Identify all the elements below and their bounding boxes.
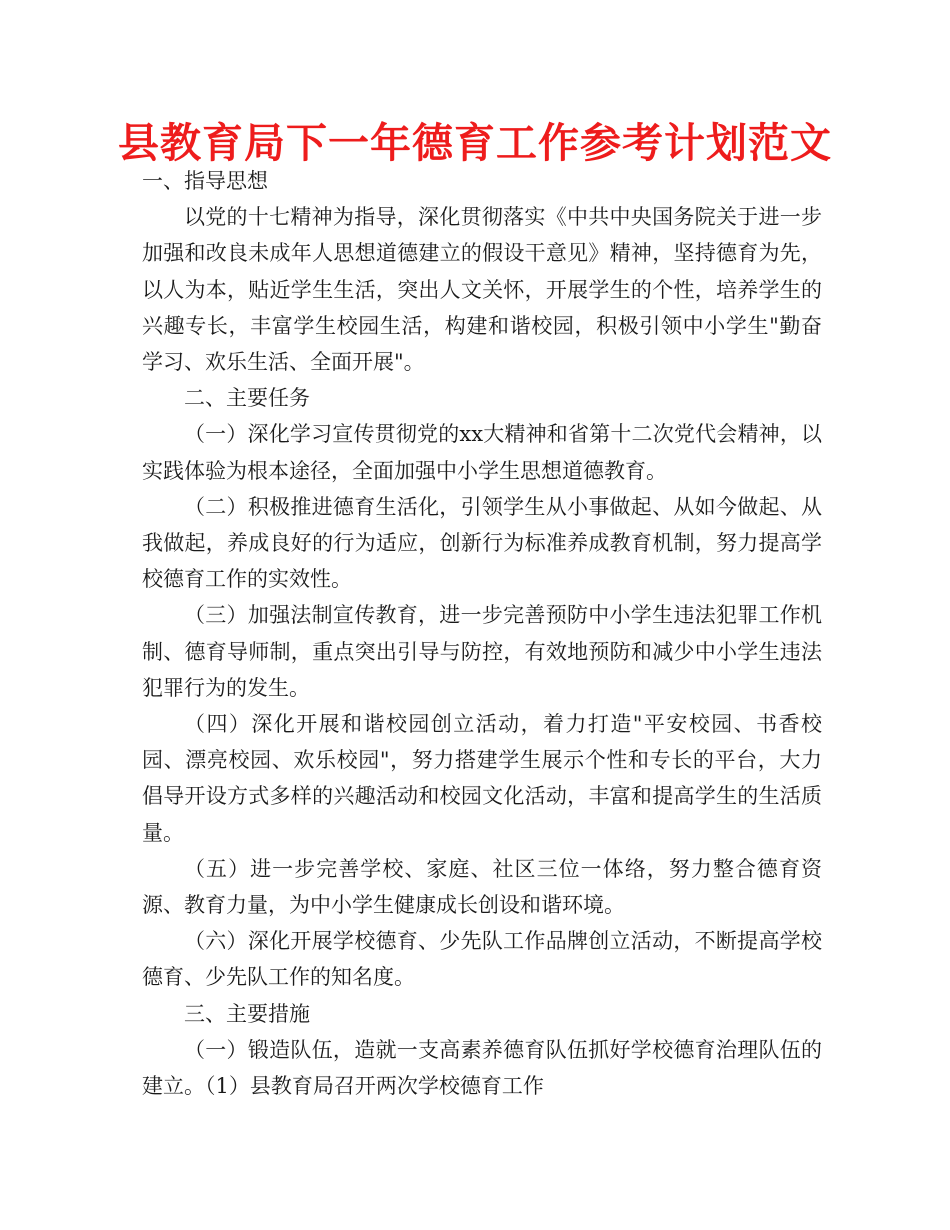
paragraph-task-4: （四）深化开展和谐校园创立活动，着力打造"平安校园、书香校园、漂亮校园、欢乐校园"，努力搭建学生展示个性和专长的平台，大力倡导开设方式多样的兴趣活动和校园文化活动，丰富和提高学生的生活质量。 xyxy=(142,712,822,845)
paragraph-task-5: （五）进一步完善学校、家庭、社区三位一体络，努力整合德育资源、教育力量，为中小学生健康成长创设和谐环境。 xyxy=(142,856,822,918)
paragraph-measure-1: （一）锻造队伍，造就一支高素养德育队伍抓好学校德育治理队伍的建立。（1）县教育局召开两次学校德育工作 xyxy=(142,1037,822,1099)
paragraph-task-3: （三）加强法制宣传教育，进一步完善预防中小学生违法犯罪工作机制、德育导师制，重点突出引导与防控，有效地预防和减少中小学生违法犯罪行为的发生。 xyxy=(142,603,822,700)
paragraph-guiding-ideology: 以党的十七精神为指导，深化贯彻落实《中共中央国务院关于进一步加强和改良未成年人思想道德建立的假设干意见》精神，坚持德育为先，以人为本，贴近学生生活，突出人文关怀，开展学生的个性，培养学生的兴趣专长，丰富学生校园生活，构建和谐校园，积极引领中小学生"勤奋学习、欢乐生活、全面开展"。 xyxy=(142,205,822,375)
section-heading-guiding-ideology: 一、指导思想 xyxy=(142,169,268,193)
document-title: 县教育局下一年德育工作参考计划范文 xyxy=(118,119,832,167)
paragraph-task-2: （二）积极推进德育生活化，引领学生从小事做起、从如今做起、从我做起，养成良好的行为适应，创新行为标准养成教育机制，努力提高学校德育工作的实效性。 xyxy=(142,494,822,592)
paragraph-task-6: （六）深化开展学校德育、少先队工作品牌创立活动，不断提高学校德育、少先队工作的知名度。 xyxy=(142,929,822,990)
document-body xyxy=(142,163,822,1104)
paragraph-task-1: （一）深化学习宣传贯彻党的xx大精神和省第十二次党代会精神，以实践体验为根本途径，全面加强中小学生思想道德教育。 xyxy=(142,422,822,483)
section-heading-main-tasks: 二、主要任务 xyxy=(184,386,310,411)
section-heading-main-measures: 三、主要措施 xyxy=(184,1001,310,1026)
